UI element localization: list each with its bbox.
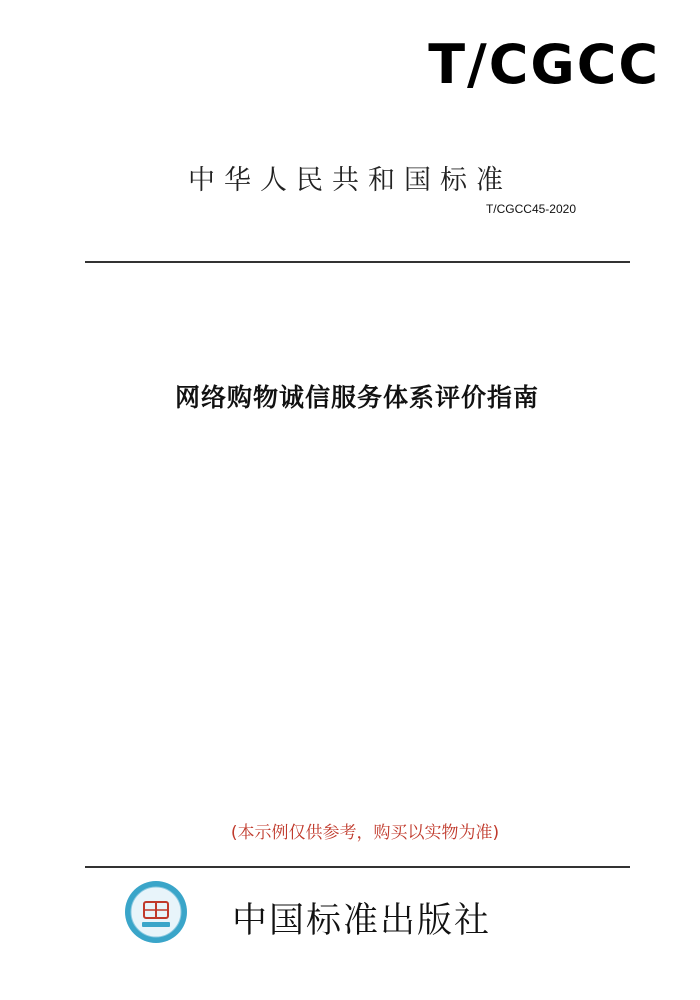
publisher-name: 中国标准出版社 (232, 901, 492, 941)
bottom-divider (85, 866, 630, 868)
top-divider (85, 261, 630, 263)
standard-number: T/CGCC45-2020 (485, 202, 576, 216)
standard-code-mark: T/CGCC (428, 33, 660, 96)
document-title: 网络购物诚信服务体系评价指南 (174, 383, 539, 412)
sample-notice: (本示例仅供参考，购买以实物为准) (230, 823, 500, 843)
anti-counterfeit-seal-icon (124, 880, 188, 944)
standard-type-heading: 中华人民共和国标准 (188, 165, 512, 196)
